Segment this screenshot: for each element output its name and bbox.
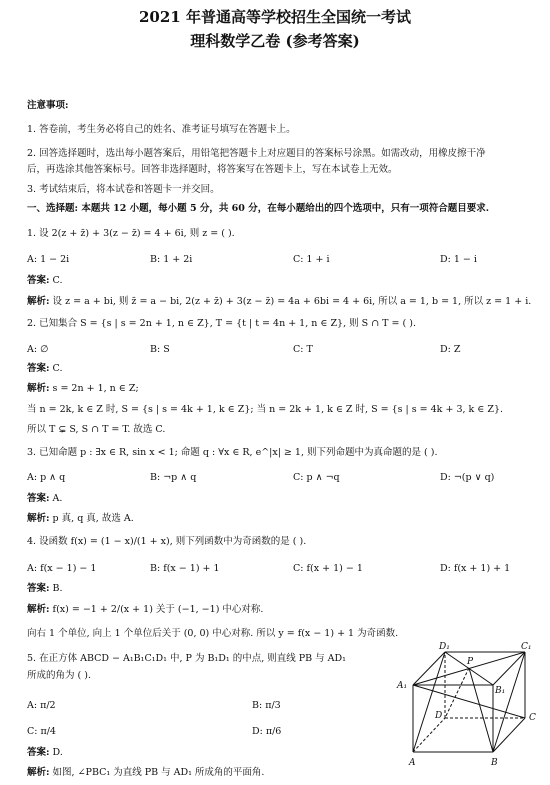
label-b1: B₁ xyxy=(495,686,506,696)
q1-option-d: D: 1 − i xyxy=(440,254,477,265)
q4-option-d: D: f(x + 1) + 1 xyxy=(440,563,511,574)
q5-option-d: D: π/6 xyxy=(252,726,282,737)
q5-answer: 答案: D. xyxy=(27,747,63,758)
cube-figure xyxy=(395,640,545,770)
q4-option-b: B: f(x − 1) + 1 xyxy=(150,563,220,574)
q3-analysis: 解析: p 真, q 真, 故选 A. xyxy=(27,513,134,524)
label-a: A xyxy=(409,758,416,768)
notice-item-2-cont: 后，再选涂其他答案标号。回答非选择题时，将答案写在答题卡上，写在本试卷上无效。 xyxy=(27,164,398,175)
page-title-line1: 2021 年普通高等学校招生全国统一考试 xyxy=(139,8,411,26)
q1-option-b: B: 1 + 2i xyxy=(150,254,193,265)
q4-answer: 答案: B. xyxy=(27,583,63,594)
q5-option-a: A: π/2 xyxy=(27,700,56,711)
q1-option-a: A: 1 − 2i xyxy=(27,254,70,265)
q1-stem: 1. 设 2(z + z̄) + 3(z − z̄) = 4 + 6i, 则 z = ( ). xyxy=(27,228,235,239)
q2-option-a: A: ∅ xyxy=(27,344,49,355)
notice-item-3: 3. 考试结束后，将本试卷和答题卡一并交回。 xyxy=(27,184,220,195)
q5-option-b: B: π/3 xyxy=(252,700,281,711)
q3-option-c: C: p ∧ ¬q xyxy=(293,472,340,483)
label-d1: D₁ xyxy=(439,642,450,652)
label-c: C xyxy=(529,713,536,723)
q3-option-a: A: p ∧ q xyxy=(27,472,66,483)
label-a1: A₁ xyxy=(397,681,408,691)
q5-stem: 5. 在正方体 ABCD − A₁B₁C₁D₁ 中, P 为 B₁D₁ 的中点, 则直线 PB 与 AD₁ xyxy=(27,653,346,664)
line-p-b xyxy=(469,668,493,752)
line-a-d1 xyxy=(413,652,445,752)
q1-option-c: C: 1 + i xyxy=(293,254,330,265)
notice-heading: 注意事项: xyxy=(27,100,69,111)
label-d: D xyxy=(435,711,443,721)
notice-item-2: 2. 回答选择题时，选出每小题答案后，用铅笔把答题卡上对应题目的答案标号涂黑。如需改动，用橡皮擦干净 xyxy=(27,148,486,159)
q1-analysis: 解析: 设 z = a + bi, 则 z̄ = a − bi, 2(z + z̄) + 3(z − z̄) = 4a + 6bi = 4 + 6i, 所以 a = 1, b = 1, 所以 z = 1 + i. xyxy=(27,296,532,307)
edge-c-b xyxy=(493,718,525,752)
q2-option-c: C: T xyxy=(293,344,313,355)
label-p: P xyxy=(467,657,474,667)
q5-analysis: 解析: 如图, ∠PBC₁ 为直线 PB 与 AD₁ 所成角的平面角. xyxy=(27,767,265,778)
q4-option-c: C: f(x + 1) − 1 xyxy=(293,563,363,574)
q2-analysis-3: 所以 T ⊊ S, S ∩ T = T. 故选 C. xyxy=(27,424,166,435)
q1-answer: 答案: C. xyxy=(27,275,63,286)
q2-option-d: D: Z xyxy=(440,344,461,355)
edge-a-d xyxy=(413,718,445,752)
q4-analysis-1: 解析: f(x) = −1 + 2/(x + 1) 关于 (−1, −1) 中心对称. xyxy=(27,604,264,615)
q2-stem: 2. 已知集合 S = {s | s = 2n + 1, n ∈ Z}, T = {t | t = 4n + 1, n ∈ Z}, 则 S ∩ T = ( ). xyxy=(27,318,416,329)
q2-option-b: B: S xyxy=(150,344,170,355)
q3-stem: 3. 已知命题 p : ∃x ∈ R, sin x < 1; 命题 q : ∀x ∈ R, e^|x| ≥ 1, 则下列命题中为真命题的是 ( ). xyxy=(27,447,438,458)
q4-option-a: A: f(x − 1) − 1 xyxy=(27,563,97,574)
q5-option-c: C: π/4 xyxy=(27,726,56,737)
q2-analysis-2: 当 n = 2k, k ∈ Z 时, S = {s | s = 4k + 1, k ∈ Z}; 当 n = 2k + 1, k ∈ Z 时, S = {s | s = 4k + 3, k ∈ Z}. xyxy=(27,404,504,415)
label-b: B xyxy=(491,758,498,768)
q4-stem: 4. 设函数 f(x) = (1 − x)/(1 + x), 则下列函数中为奇函数的是 ( ). xyxy=(27,536,307,547)
q4-analysis-2: 向右 1 个单位, 向上 1 个单位后关于 (0, 0) 中心对称. 所以 y = f(x − 1) + 1 为奇函数. xyxy=(27,628,399,639)
line-b-c1 xyxy=(493,652,525,752)
line-a1-c xyxy=(413,685,525,718)
q3-answer: 答案: A. xyxy=(27,493,63,504)
q3-option-b: B: ¬p ∧ q xyxy=(150,472,197,483)
q2-answer: 答案: C. xyxy=(27,363,63,374)
q2-analysis-1: 解析: s = 2n + 1, n ∈ Z; xyxy=(27,383,139,394)
label-c1: C₁ xyxy=(521,642,532,652)
line-p-d xyxy=(445,668,469,718)
q3-option-d: D: ¬(p ∨ q) xyxy=(440,472,495,483)
page-title-line2: 理科数学乙卷 (参考答案) xyxy=(190,32,360,50)
q5-stem-cont: 所成的角为 ( ). xyxy=(27,670,91,681)
section-heading: 一、选择题: 本题共 12 小题，每小题 5 分，共 60 分，在每小题给出的四个选项中，只有一项符合题目要求. xyxy=(27,203,490,214)
notice-item-1: 1. 答卷前，考生务必将自己的姓名、准考证号填写在答题卡上。 xyxy=(27,124,296,135)
